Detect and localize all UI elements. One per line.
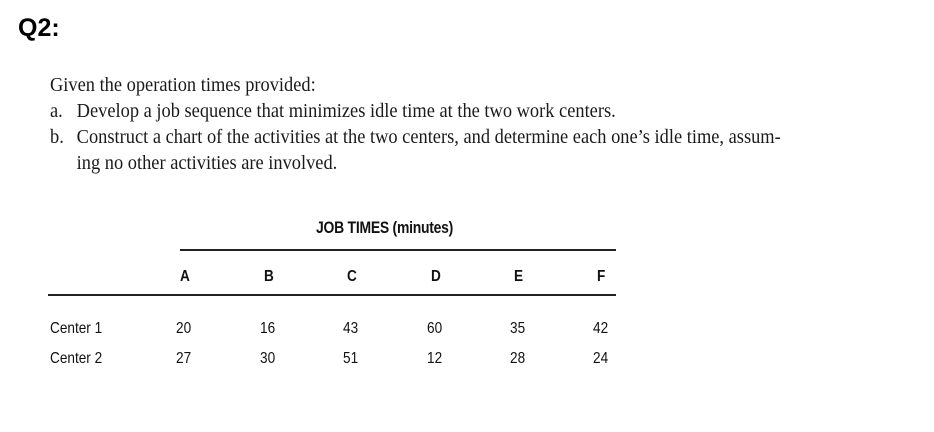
table-cell: 28 bbox=[510, 350, 526, 367]
table-cell: 51 bbox=[343, 350, 359, 367]
column-header-d: D bbox=[431, 268, 441, 285]
table-title: JOB TIMES (minutes) bbox=[316, 218, 454, 237]
column-header-a: A bbox=[180, 268, 190, 285]
table-cell: 16 bbox=[260, 320, 276, 337]
question-label: Q2: bbox=[18, 14, 60, 42]
table-header-rule bbox=[48, 294, 616, 296]
item-a bbox=[50, 98, 841, 124]
table-cell: 30 bbox=[260, 350, 276, 367]
row-label-center-1: Center 1 bbox=[50, 320, 103, 337]
column-header-c: C bbox=[347, 268, 357, 285]
table-cell: 35 bbox=[510, 320, 526, 337]
table-cell: 24 bbox=[593, 350, 609, 367]
table-cell: 42 bbox=[593, 320, 609, 337]
item-b-text-line2: ing no other activities are involved. bbox=[76, 152, 338, 174]
item-b-marker: b. bbox=[50, 126, 64, 148]
intro-line: Given the operation times provided: bbox=[50, 74, 316, 96]
table-cell: 12 bbox=[427, 350, 443, 367]
row-label-center-2: Center 2 bbox=[50, 350, 103, 367]
table-cell: 20 bbox=[176, 320, 192, 337]
table-cell: 60 bbox=[427, 320, 443, 337]
column-header-f: F bbox=[597, 268, 606, 285]
item-a-text: Develop a job sequence that minimizes idle time at the two work centers. bbox=[76, 100, 616, 122]
item-b-text-line1: Construct a chart of the activities at the two centers, and determine each one’s idle time, assum- bbox=[76, 126, 781, 148]
table-cell: 27 bbox=[176, 350, 192, 367]
item-b bbox=[50, 124, 841, 150]
problem-statement bbox=[50, 72, 841, 176]
table-top-rule bbox=[180, 249, 616, 251]
item-a-marker: a. bbox=[50, 100, 63, 122]
item-b-continued bbox=[50, 150, 841, 176]
column-header-e: E bbox=[514, 268, 524, 285]
column-header-b: B bbox=[264, 268, 274, 285]
table-cell: 43 bbox=[343, 320, 359, 337]
